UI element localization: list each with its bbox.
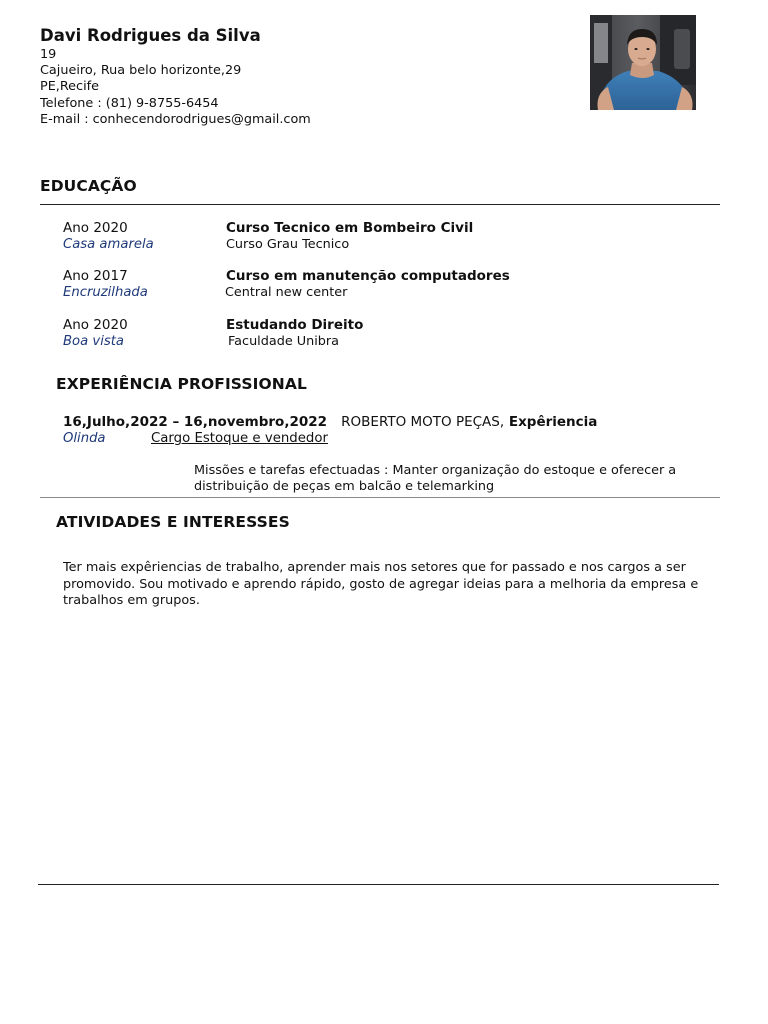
edu-year-2: Ano 2017 xyxy=(63,268,128,284)
email-line: E-mail : conhecendorodrigues@gmail.com xyxy=(40,111,311,127)
edu-course-1: Curso Tecnico em Bombeiro Civil xyxy=(226,220,474,236)
education-divider xyxy=(40,204,720,205)
city-line: PE,Recife xyxy=(40,79,100,95)
age-line: 19 xyxy=(40,47,57,62)
experience-description: Missões e tarefas efectuadas : Manter organização do estoque e oferecer a distribuição de peças em balcão e telemarking xyxy=(194,463,677,495)
activities-text: Ter mais expêriencias de trabalho, aprender mais nos setores que for passado e nos cargos a ser promovido. Sou motivado e aprendo rápido, gosto de agregar ideias para a melhoria da empresa e trabalhos em grupos. xyxy=(63,560,699,609)
edu-institution-3: Faculdade Unibra xyxy=(228,334,340,349)
experience-role: Cargo Estoque e vendedor xyxy=(151,431,328,446)
edu-year-1: Ano 2020 xyxy=(63,220,128,236)
edu-place-3: Boa vista xyxy=(63,334,124,349)
edu-year-3: Ano 2020 xyxy=(63,317,128,333)
contact-block xyxy=(40,47,311,128)
edu-institution-2: Central new center xyxy=(225,285,348,300)
address-line: Cajueiro, Rua belo horizonte,29 xyxy=(40,63,242,79)
experience-company-suffix: Expêriencia xyxy=(508,414,598,430)
edu-place-2: Encruzilhada xyxy=(63,285,148,300)
experience-divider xyxy=(40,497,720,498)
phone-line: Telefone : (81) 9-8755-6454 xyxy=(40,95,219,111)
edu-course-2: Curso em manutenção computadores xyxy=(226,268,510,284)
experience-period: 16,Julho,2022 – 16,novembro,2022 xyxy=(63,414,328,430)
activities-title: ATIVIDADES E INTERESSES xyxy=(56,513,290,531)
profile-photo-image xyxy=(590,15,696,110)
experience-company: ROBERTO MOTO PEÇAS, xyxy=(341,414,505,430)
experience-title: EXPERIÊNCIA PROFISSIONAL xyxy=(56,375,307,393)
education-title: EDUCAÇÃO xyxy=(40,177,137,195)
edu-place-1: Casa amarela xyxy=(63,237,154,252)
edu-course-3: Estudando Direito xyxy=(226,317,364,333)
footer-divider xyxy=(38,884,719,885)
candidate-name: Davi Rodrigues da Silva xyxy=(40,26,261,45)
profile-photo xyxy=(590,15,696,110)
experience-header-line xyxy=(63,414,597,430)
edu-institution-1: Curso Grau Tecnico xyxy=(226,237,350,252)
experience-place: Olinda xyxy=(63,431,106,446)
